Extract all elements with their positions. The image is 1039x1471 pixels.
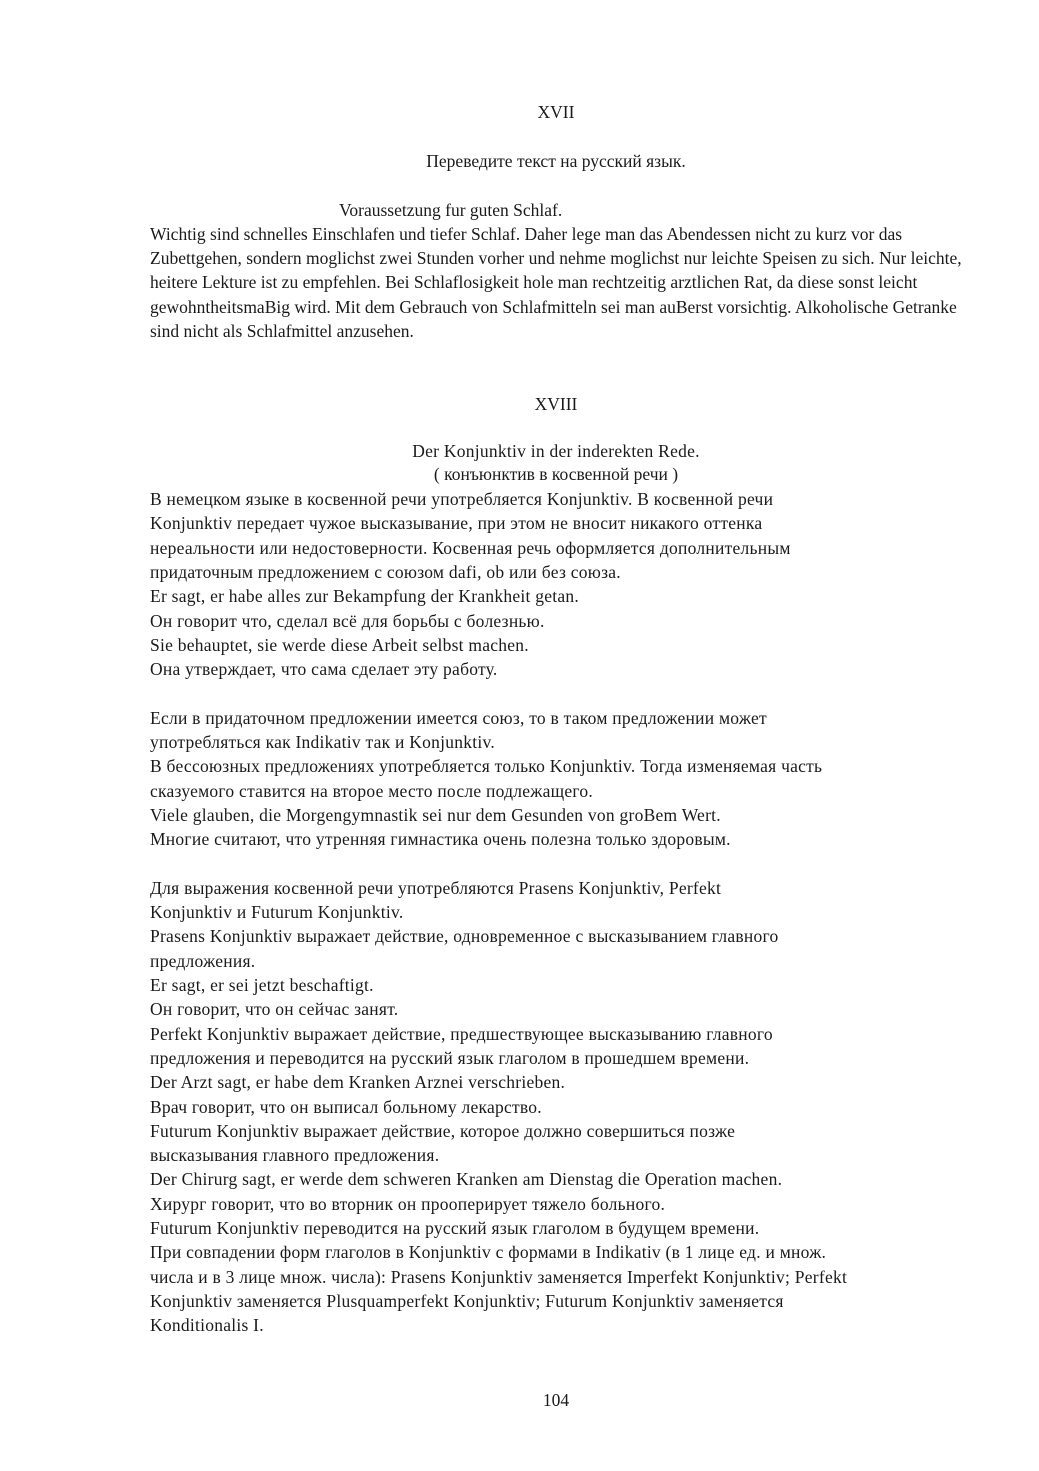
body-line: Для выражения косвенной речи употребляются Prasens Konjunktiv, Perfekt xyxy=(150,877,722,898)
body-line: Der Chirurg sagt, er werde dem schweren Kranken am Dienstag die Operation machen. xyxy=(150,1169,783,1190)
body-line: Perfekt Konjunktiv выражает действие, предшествующее высказыванию главного xyxy=(150,1023,773,1044)
body-line: Он говорит что, сделал всё для борьбы с болезнью. xyxy=(150,610,545,631)
body-line: Хирург говорит, что во вторник он прооперирует тяжело больного. xyxy=(150,1193,666,1214)
body-line: Sie behauptet, sie werde diese Arbeit selbst machen. xyxy=(150,634,529,655)
body-line: Futurum Konjunktiv выражает действие, которое должно совершиться позже xyxy=(150,1120,736,1141)
body-line: употребляться как Indikativ так и Konjunktiv. xyxy=(150,732,495,752)
body-line: Он говорит, что он сейчас занят. xyxy=(150,999,399,1020)
body-line: числа и в 3 лице множ. числа): Prasens Konjunktiv заменяется Imperfekt Konjunktiv; Perfekt xyxy=(150,1266,848,1287)
body-line: Врач говорит, что он выписал больному лекарство. xyxy=(150,1096,542,1117)
page-number: 104 xyxy=(542,1390,570,1410)
body-line: Она утверждает, что сама сделает эту работу. xyxy=(150,659,498,680)
section-18-number: XVIII xyxy=(534,394,578,414)
body-line: Der Arzt sagt, er habe dem Kranken Arznei verschrieben. xyxy=(150,1072,566,1093)
body-line: придаточным предложением с союзом dafi, ob или без союза. xyxy=(150,561,621,582)
body-line: высказывания главного предложения. xyxy=(150,1145,440,1166)
body-line: сказуемого ставится на второе место после подлежащего. xyxy=(150,780,593,801)
body-line: Er sagt, er habe alles zur Bekampfung der Krankheit getan. xyxy=(150,586,579,607)
body-line: нереальности или недостоверности. Косвенная речь оформляется дополнительным xyxy=(150,537,791,558)
body-line: Konjunktiv и Futurum Konjunktiv. xyxy=(150,902,404,923)
body-line: предложения. xyxy=(150,950,256,971)
section-17-text: Wichtig sind schnelles Einschlafen und tiefer Schlaf. Daher lege man das Abendessen nicht zu kurz vor das Zubettgehen, sondern moglichst zwei Stunden vorher und nehme moglichst nur leichte Speisen zu sich. Nur leichte, heitere Lekture ist zu empfehlen. Bei Schlaflosigkeit hole man rechtzeitig arztlichen Rat, da diese sonst leicht gewohntheitsmaBig wird. Mit dem Gebrauch von Schlafmitteln sei man auBerst vorsichtig. Alkoholische Getranke sind nicht als Schlafmittel anzusehen. xyxy=(150,224,962,341)
body-line: Prasens Konjunktiv выражает действие, одновременное с высказыванием главного xyxy=(150,926,779,947)
body-line: Konditionalis I. xyxy=(150,1315,264,1336)
body-line: Viele glauben, die Morgengymnastik sei nur dem Gesunden von groBem Wert. xyxy=(150,804,721,825)
section-17-number: XVII xyxy=(537,102,575,122)
body-line: При совпадении форм глаголов в Konjunktiv с формами в Indikativ (в 1 лице ед. и множ. xyxy=(150,1242,827,1263)
body-line: Konjunktiv заменяется Plusquamperfekt Konjunktiv; Futurum Konjunktiv заменяется xyxy=(150,1290,784,1311)
section-17-instruction: Переведите текст на русский язык. xyxy=(426,151,686,171)
body-line: Konjunktiv передает чужое высказывание, при этом не вносит никакого оттенка xyxy=(150,513,763,534)
body-line: Er sagt, er sei jetzt beschaftigt. xyxy=(150,975,374,995)
body-line: В немецком языке в косвенной речи употребляется Konjunktiv. В косвенной речи xyxy=(150,489,774,509)
body-line: Futurum Konjunktiv переводится на русский язык глаголом в будущем времени. xyxy=(150,1218,760,1238)
body-line: предложения и переводится на русский язык глаголом в прошедшем времени. xyxy=(150,1047,750,1068)
section-18-title: Der Konjunktiv in der inderekten Rede. xyxy=(412,441,700,461)
section-18-subtitle: ( конъюнктив в косвенной речи ) xyxy=(433,464,679,484)
body-line: В бессоюзных предложениях употребляется только Konjunktiv. Тогда изменяемая часть xyxy=(150,756,823,777)
section-17-title: Voraussetzung fur guten Schlaf. xyxy=(339,200,563,220)
body-line: Если в придаточном предложении имеется союз, то в таком предложении может xyxy=(150,707,767,728)
body-line: Многие считают, что утренняя гимнастика очень полезна только здоровым. xyxy=(150,829,731,850)
